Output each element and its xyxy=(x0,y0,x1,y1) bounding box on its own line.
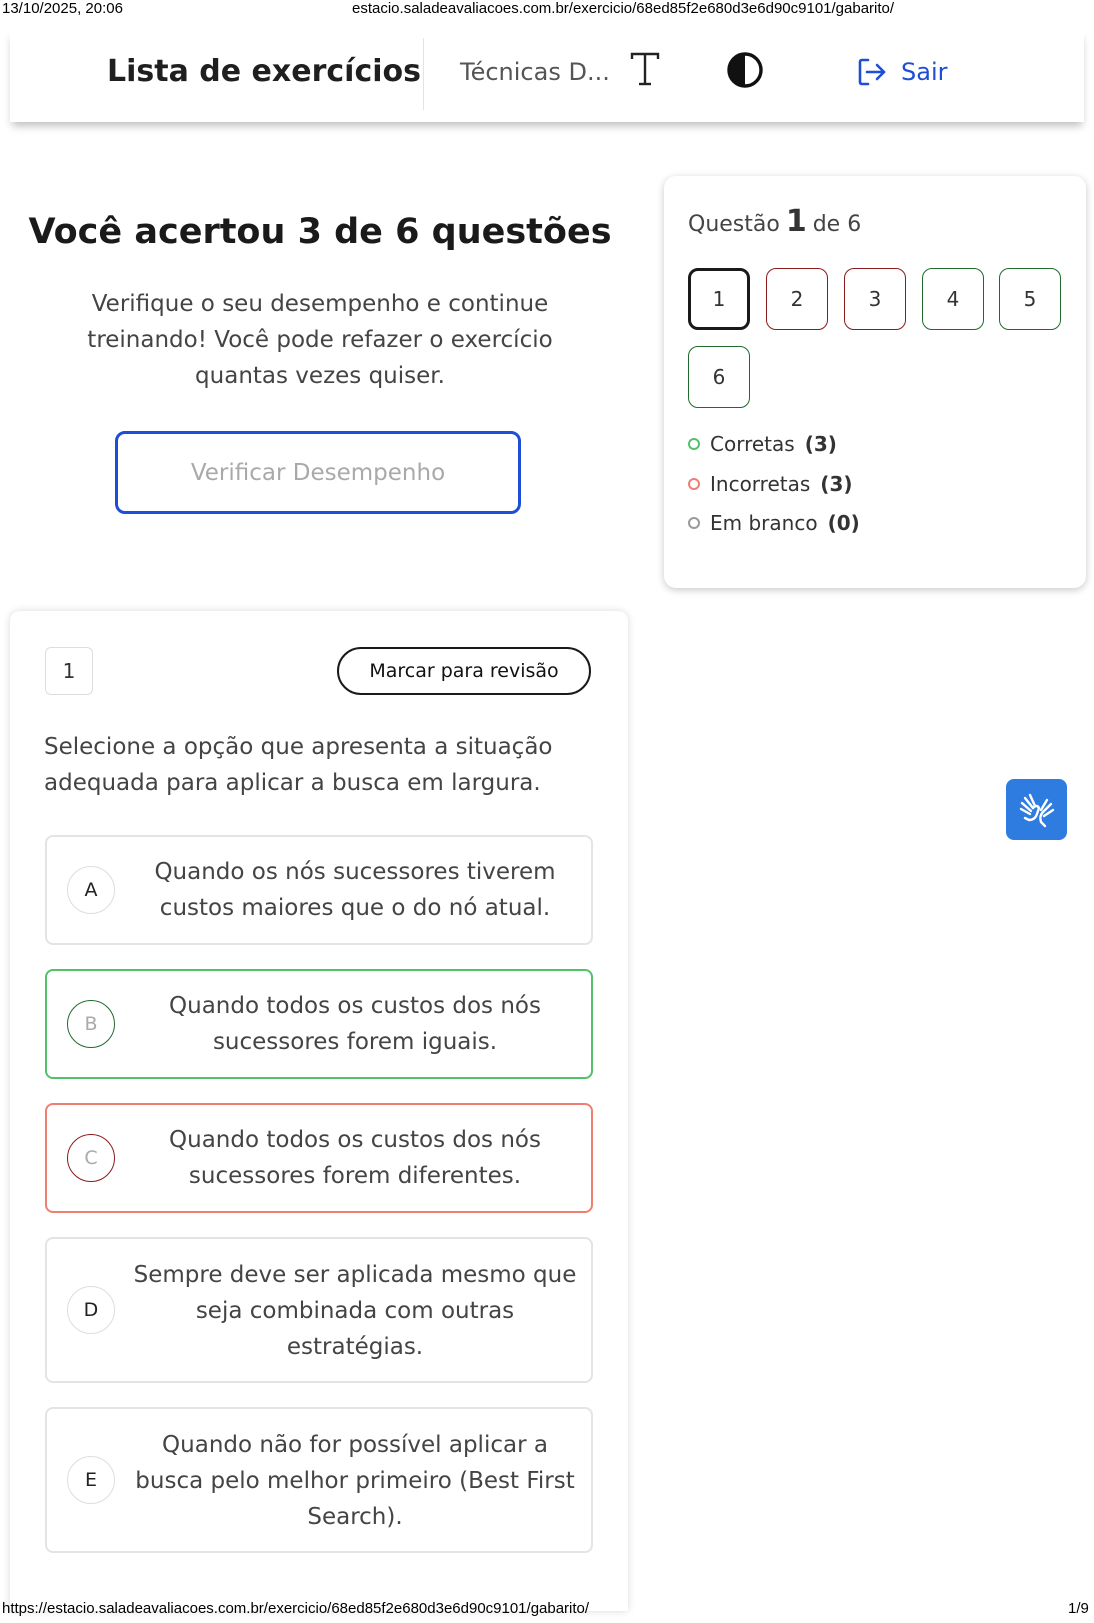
header-divider xyxy=(423,38,424,110)
option-letter: E xyxy=(67,1456,115,1504)
print-header xyxy=(0,0,1094,18)
logout-icon xyxy=(855,55,889,89)
option-b[interactable] xyxy=(45,969,593,1079)
question-button-6[interactable]: 6 xyxy=(688,346,750,408)
option-letter: A xyxy=(67,866,115,914)
verify-performance-button[interactable]: Verificar Desempenho xyxy=(115,431,521,514)
question-button-4[interactable]: 4 xyxy=(922,268,984,330)
option-text: Sempre deve ser aplicada mesmo que seja combinada com outras estratégias. xyxy=(133,1262,577,1360)
logout-button[interactable] xyxy=(855,54,947,90)
question-counter xyxy=(688,204,861,239)
option-c[interactable] xyxy=(45,1103,593,1213)
option-letter: C xyxy=(67,1134,115,1182)
question-button-3[interactable]: 3 xyxy=(844,268,906,330)
legend-blank-label: Em branco xyxy=(710,511,818,535)
legend-correct-dot xyxy=(688,438,700,450)
option-a[interactable] xyxy=(45,835,593,945)
legend-incorrect-count: (3) xyxy=(820,472,853,496)
question-statement: Selecione a opção que apresenta a situação adequada para aplicar a busca em largura. xyxy=(44,734,553,796)
subject-title[interactable]: Técnicas D... xyxy=(460,58,610,86)
option-text: Quando não for possível aplicar a busca pelo melhor primeiro (Best First Search). xyxy=(135,1432,575,1530)
option-text: Quando todos os custos dos nós sucessores forem diferentes. xyxy=(169,1127,541,1189)
page-title: Lista de exercícios xyxy=(107,54,421,89)
question-navigator xyxy=(664,176,1086,588)
question-counter-suffix: de 6 xyxy=(812,212,862,237)
question-button-5[interactable]: 5 xyxy=(999,268,1061,330)
legend-incorrect xyxy=(688,472,853,496)
print-page-number: 1/9 xyxy=(1068,1600,1089,1617)
option-letter: B xyxy=(67,1000,115,1048)
print-url-full: https://estacio.saladeavaliacoes.com.br/exercicio/68ed85f2e680d3e6d90c9101/gabarito/ xyxy=(2,1600,590,1617)
option-d[interactable] xyxy=(45,1237,593,1383)
print-url: estacio.saladeavaliacoes.com.br/exercicio/68ed85f2e680d3e6d90c9101/gabarito/ xyxy=(352,0,895,17)
option-letter: D xyxy=(67,1286,115,1334)
contrast-icon[interactable] xyxy=(725,50,765,90)
print-datetime: 13/10/2025, 20:06 xyxy=(2,0,123,17)
legend-correct-count: (3) xyxy=(804,432,837,456)
question-button-2[interactable]: 2 xyxy=(766,268,828,330)
question-counter-prefix: Questão xyxy=(688,212,780,237)
legend-incorrect-dot xyxy=(688,478,700,490)
legend-correct xyxy=(688,432,837,456)
mark-for-review-button[interactable]: Marcar para revisão xyxy=(337,647,591,695)
legend-blank-dot xyxy=(688,517,700,529)
legend-blank xyxy=(688,511,860,535)
sign-language-icon xyxy=(1017,790,1057,830)
top-navbar xyxy=(10,30,1084,122)
logout-label: Sair xyxy=(901,58,948,86)
legend-incorrect-label: Incorretas xyxy=(710,472,811,496)
legend-blank-count: (0) xyxy=(827,511,860,535)
font-size-icon[interactable] xyxy=(627,50,663,90)
question-counter-current: 1 xyxy=(785,204,807,239)
result-description: Verifique o seu desempenho e continue treinando! Você pode refazer o exercício quantas vezes quiser. xyxy=(87,291,553,389)
sign-language-button[interactable] xyxy=(1006,779,1067,840)
result-title: Você acertou 3 de 6 questões xyxy=(28,212,612,252)
option-text: Quando os nós sucessores tiverem custos maiores que o do nó atual. xyxy=(154,859,556,921)
question-button-1[interactable]: 1 xyxy=(688,268,750,330)
print-footer xyxy=(0,1600,1094,1618)
legend-correct-label: Corretas xyxy=(710,432,795,456)
option-e[interactable] xyxy=(45,1407,593,1553)
question-number: 1 xyxy=(45,647,93,695)
question-card xyxy=(10,611,628,1611)
option-text: Quando todos os custos dos nós sucessores forem iguais. xyxy=(169,993,541,1055)
